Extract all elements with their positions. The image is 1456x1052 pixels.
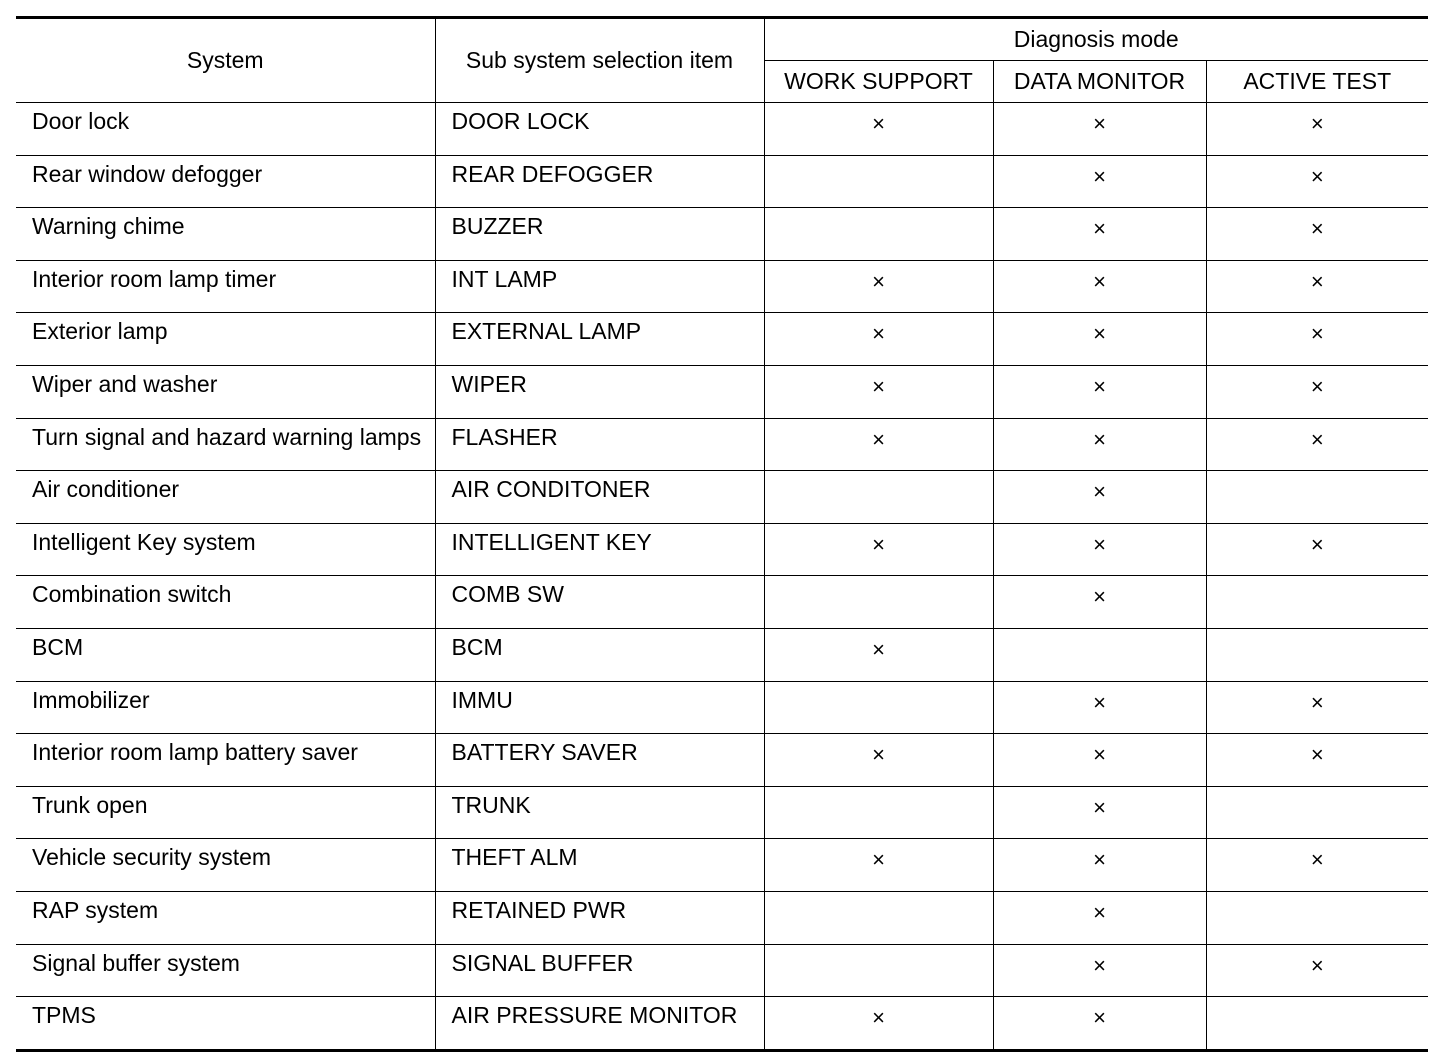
cell-sub-system: AIR PRESSURE MONITOR <box>435 997 764 1051</box>
cell-data-monitor: × <box>993 786 1206 839</box>
cell-system: Immobilizer <box>16 681 435 734</box>
table-row <box>16 681 1428 734</box>
cell-data-monitor: × <box>993 313 1206 366</box>
cell-active-test: × <box>1206 418 1428 471</box>
table-row <box>16 365 1428 418</box>
cell-work-support: × <box>764 997 993 1051</box>
cell-sub-system: THEFT ALM <box>435 839 764 892</box>
header-diagnosis-mode: Diagnosis mode <box>764 18 1428 61</box>
cell-active-test: × <box>1206 260 1428 313</box>
cell-sub-system: SIGNAL BUFFER <box>435 944 764 997</box>
cell-active-test <box>1206 576 1428 629</box>
cell-sub-system: DOOR LOCK <box>435 103 764 156</box>
cell-data-monitor: × <box>993 944 1206 997</box>
cell-active-test <box>1206 997 1428 1051</box>
cell-active-test: × <box>1206 523 1428 576</box>
cell-sub-system: TRUNK <box>435 786 764 839</box>
cell-data-monitor: × <box>993 260 1206 313</box>
cell-data-monitor: × <box>993 418 1206 471</box>
cell-work-support: × <box>764 523 993 576</box>
cell-work-support: × <box>764 839 993 892</box>
cell-work-support: × <box>764 103 993 156</box>
cell-sub-system: BCM <box>435 628 764 681</box>
table-row <box>16 734 1428 787</box>
cell-data-monitor: × <box>993 891 1206 944</box>
cell-data-monitor: × <box>993 839 1206 892</box>
cell-system: BCM <box>16 628 435 681</box>
cell-system: Combination switch <box>16 576 435 629</box>
cell-active-test <box>1206 786 1428 839</box>
cell-work-support: × <box>764 418 993 471</box>
cell-work-support: × <box>764 313 993 366</box>
table-row <box>16 103 1428 156</box>
cell-work-support: × <box>764 260 993 313</box>
table-row <box>16 313 1428 366</box>
cell-active-test: × <box>1206 313 1428 366</box>
cell-data-monitor: × <box>993 576 1206 629</box>
cell-system: Interior room lamp timer <box>16 260 435 313</box>
cell-data-monitor: × <box>993 155 1206 208</box>
table-row <box>16 628 1428 681</box>
cell-sub-system: IMMU <box>435 681 764 734</box>
cell-system: TPMS <box>16 997 435 1051</box>
table-row <box>16 418 1428 471</box>
cell-active-test: × <box>1206 681 1428 734</box>
cell-sub-system: INTELLIGENT KEY <box>435 523 764 576</box>
cell-work-support <box>764 786 993 839</box>
cell-active-test: × <box>1206 208 1428 261</box>
table-row <box>16 839 1428 892</box>
cell-work-support: × <box>764 628 993 681</box>
cell-data-monitor <box>993 628 1206 681</box>
header-system: System <box>16 18 435 103</box>
header-sub-system: Sub system selection item <box>435 18 764 103</box>
cell-sub-system: WIPER <box>435 365 764 418</box>
cell-data-monitor: × <box>993 471 1206 524</box>
cell-system: Wiper and washer <box>16 365 435 418</box>
table-row <box>16 997 1428 1051</box>
cell-active-test <box>1206 628 1428 681</box>
cell-data-monitor: × <box>993 365 1206 418</box>
table-row <box>16 260 1428 313</box>
cell-sub-system: EXTERNAL LAMP <box>435 313 764 366</box>
cell-active-test: × <box>1206 734 1428 787</box>
cell-system: RAP system <box>16 891 435 944</box>
table-row <box>16 786 1428 839</box>
cell-system: Warning chime <box>16 208 435 261</box>
cell-active-test: × <box>1206 944 1428 997</box>
cell-system: Signal buffer system <box>16 944 435 997</box>
cell-sub-system: BATTERY SAVER <box>435 734 764 787</box>
cell-system: Trunk open <box>16 786 435 839</box>
cell-active-test: × <box>1206 839 1428 892</box>
cell-system: Exterior lamp <box>16 313 435 366</box>
table-row <box>16 576 1428 629</box>
cell-active-test <box>1206 891 1428 944</box>
table-row <box>16 891 1428 944</box>
cell-work-support <box>764 208 993 261</box>
cell-system: Air conditioner <box>16 471 435 524</box>
header-work-support: WORK SUPPORT <box>764 61 993 103</box>
cell-system: Intelligent Key system <box>16 523 435 576</box>
cell-data-monitor: × <box>993 734 1206 787</box>
cell-system: Rear window defogger <box>16 155 435 208</box>
cell-data-monitor: × <box>993 103 1206 156</box>
cell-data-monitor: × <box>993 997 1206 1051</box>
cell-active-test: × <box>1206 365 1428 418</box>
header-data-monitor: DATA MONITOR <box>993 61 1206 103</box>
cell-system: Turn signal and hazard warning lamps <box>16 418 435 471</box>
header-row-1 <box>16 18 1428 61</box>
diagnosis-mode-table <box>16 16 1428 1052</box>
cell-sub-system: AIR CONDITONER <box>435 471 764 524</box>
table-row <box>16 155 1428 208</box>
cell-system: Vehicle security system <box>16 839 435 892</box>
cell-work-support <box>764 944 993 997</box>
cell-work-support <box>764 155 993 208</box>
cell-active-test <box>1206 471 1428 524</box>
cell-data-monitor: × <box>993 523 1206 576</box>
cell-sub-system: FLASHER <box>435 418 764 471</box>
cell-work-support: × <box>764 734 993 787</box>
table-row <box>16 471 1428 524</box>
diagnosis-table-document <box>16 16 1428 1052</box>
cell-work-support <box>764 576 993 629</box>
cell-work-support <box>764 891 993 944</box>
cell-sub-system: RETAINED PWR <box>435 891 764 944</box>
cell-work-support <box>764 471 993 524</box>
table-row <box>16 523 1428 576</box>
table-body <box>16 103 1428 1051</box>
table-row <box>16 208 1428 261</box>
cell-sub-system: INT LAMP <box>435 260 764 313</box>
cell-sub-system: COMB SW <box>435 576 764 629</box>
cell-system: Interior room lamp battery saver <box>16 734 435 787</box>
cell-system: Door lock <box>16 103 435 156</box>
table-row <box>16 944 1428 997</box>
cell-data-monitor: × <box>993 681 1206 734</box>
cell-sub-system: REAR DEFOGGER <box>435 155 764 208</box>
cell-data-monitor: × <box>993 208 1206 261</box>
table-header <box>16 18 1428 103</box>
cell-work-support: × <box>764 365 993 418</box>
header-active-test: ACTIVE TEST <box>1206 61 1428 103</box>
cell-work-support <box>764 681 993 734</box>
cell-active-test: × <box>1206 103 1428 156</box>
cell-sub-system: BUZZER <box>435 208 764 261</box>
cell-active-test: × <box>1206 155 1428 208</box>
